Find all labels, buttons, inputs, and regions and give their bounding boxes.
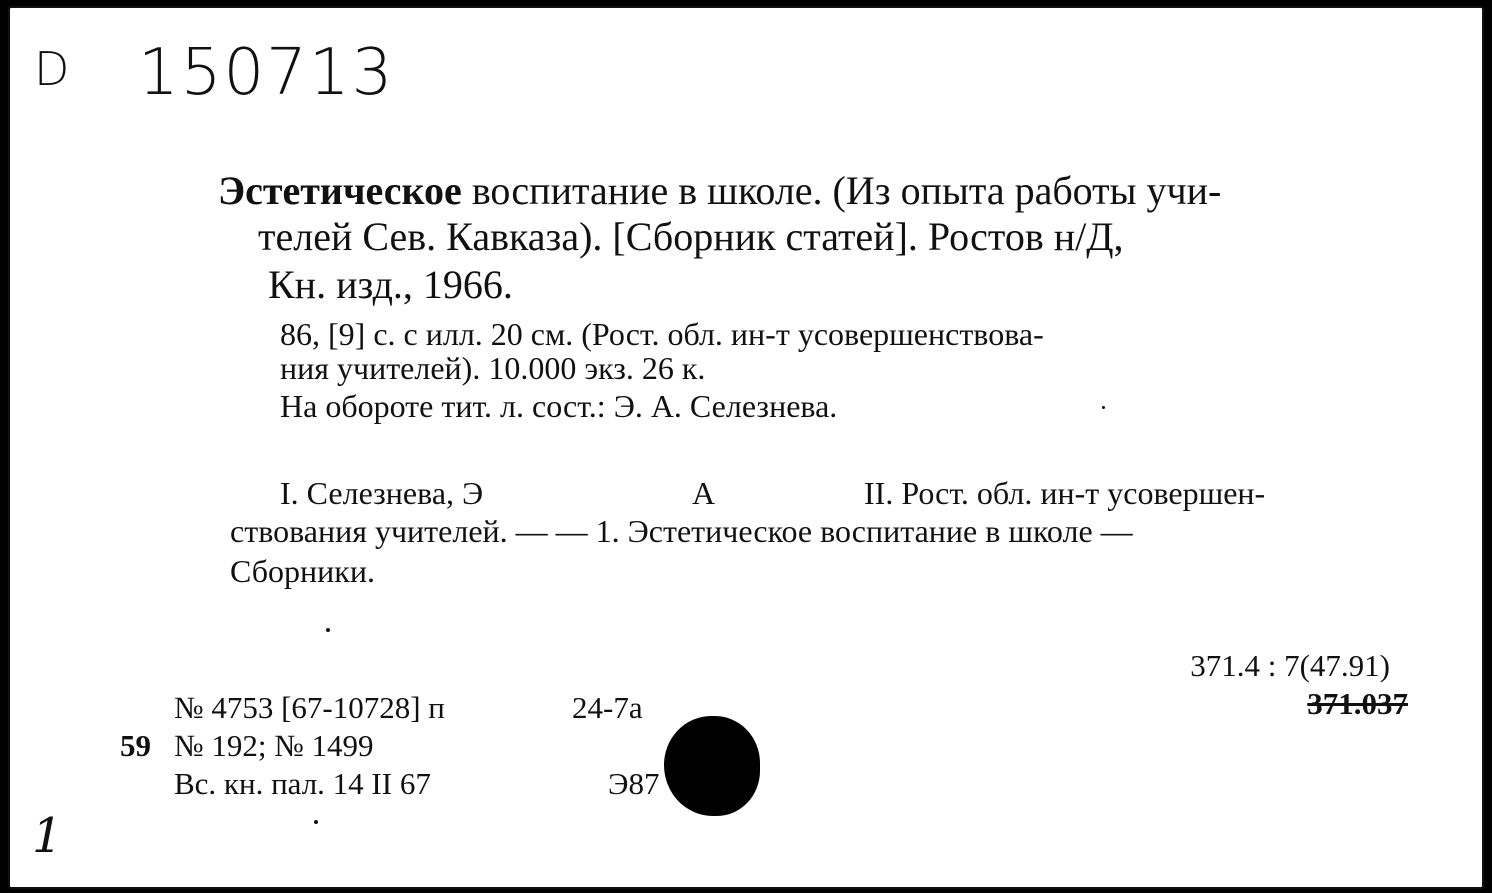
- order-line: № 4753 [67-10728] п: [174, 690, 445, 725]
- entry-title-line3: Кн. изд., 1966.: [268, 262, 513, 307]
- handwritten-number: 150713: [138, 36, 395, 110]
- old-udc-struck: 371.037: [1307, 686, 1408, 721]
- udc-classification: 371.4 : 7(47.91): [1190, 648, 1390, 683]
- collation-line1: 86, [9] с. с илл. 20 см. (Рост. обл. ин-т усовершенствова-: [280, 316, 1044, 352]
- title-line1-rest: воспитание в школе. (Из опыта работы учи-: [461, 168, 1222, 213]
- tracing-line1-a: I. Селезнева, Э: [280, 475, 484, 511]
- entry-title-line2: телей Сев. Кавказа). [Сборник статей]. Ростов н/Д,: [258, 214, 1124, 259]
- contents-note: На обороте тит. л. сост.: Э. А. Селезнева.: [280, 388, 838, 424]
- handwritten-mark: 1: [32, 808, 63, 864]
- book-chamber-line: Вс. кн. пал. 14 II 67: [174, 766, 431, 801]
- collation-line2: ния учителей). 10.000 экз. 26 к.: [280, 350, 706, 386]
- speck: [1102, 406, 1105, 409]
- order-code: 24-7а: [572, 690, 643, 725]
- title-bold-word: Эстетическое: [218, 168, 462, 213]
- price-code: Э87: [608, 766, 660, 801]
- tracing-line1-c: II. Рост. обл. ин-т усовершен-: [864, 475, 1266, 511]
- entry-title-line1: [218, 168, 1221, 214]
- numbers-line: № 192; № 1499: [174, 728, 374, 763]
- tracing-line1-b: А: [692, 475, 716, 511]
- speck: [326, 628, 330, 632]
- catalog-card: [8, 6, 1484, 889]
- ink-blot: [664, 716, 760, 816]
- speck: [314, 820, 318, 824]
- handwritten-prefix: D: [34, 42, 71, 96]
- prefix-59: 59: [120, 728, 151, 763]
- tracing-line2: ствования учителей. — — 1. Эстетическое воспитание в школе —: [230, 513, 1133, 549]
- tracing-line3: Сборники.: [230, 553, 375, 589]
